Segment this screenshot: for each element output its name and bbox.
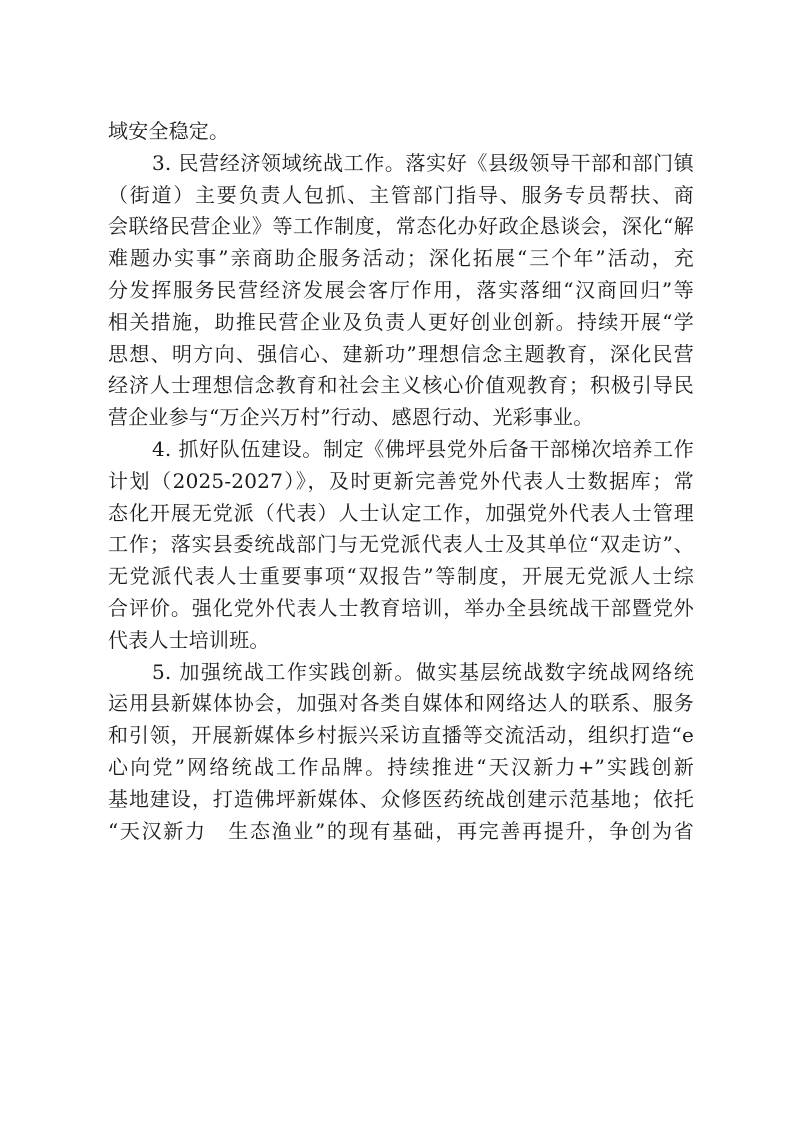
text-line: 5. 加强统战工作实践创新。做实基层统战数字统战网络统 xyxy=(152,659,694,684)
text-line: 合评价。强化党外代表人士教育培训，举办全县统战干部暨党外 xyxy=(108,595,694,620)
text-line: 和引领，开展新媒体乡村振兴采访直播等交流活动，组织打造“e xyxy=(108,723,694,748)
text-line: （街道）主要负责人包抓、主管部门指导、服务专员帮扶、商 xyxy=(108,182,694,207)
document-body xyxy=(108,116,694,847)
text-line: 难题办实事”亲商助企服务活动；深化拓展“三个年”活动，充 xyxy=(108,246,694,271)
text-line: 运用县新媒体协会，加强对各类自媒体和网络达人的联系、服务 xyxy=(108,691,694,716)
text-line: 域安全稳定。 xyxy=(108,119,230,143)
text-line: 4. 抓好队伍建设。制定《佛坪县党外后备干部梯次培养工作 xyxy=(152,436,694,461)
text-line: 会联络民营企业》等工作制度，常态化办好政企恳谈会，深化“解 xyxy=(108,214,694,239)
text-line: 思想、明方向、强信心、建新功”理想信念主题教育，深化民营 xyxy=(108,341,694,366)
text-line: 工作；落实县委统战部门与无党派代表人士及其单位“双走访”、 xyxy=(108,532,694,557)
text-line: 态化开展无党派（代表）人士认定工作，加强党外代表人士管理 xyxy=(108,500,694,525)
text-line: 营企业参与“万企兴万村”行动、感恩行动、光彩事业。 xyxy=(108,405,594,430)
text-line: 分发挥服务民营经济发展会客厅作用，落实落细“汉商回归”等 xyxy=(108,277,694,302)
text-line: 基地建设，打造佛坪新媒体、众修医药统战创建示范基地；依托 xyxy=(108,786,694,811)
text-line: 代表人士培训班。 xyxy=(108,627,270,652)
text-line: 无党派代表人士重要事项“双报告”等制度，开展无党派人士综 xyxy=(108,564,694,589)
text-line: 计划（2025-2027）》，及时更新完善党外代表人士数据库；常 xyxy=(108,468,694,493)
text-line: 3. 民营经济领域统战工作。落实好《县级领导干部和部门镇 xyxy=(152,150,694,175)
text-line: 经济人士理想信念教育和社会主义核心价值观教育；积极引导民 xyxy=(108,373,694,398)
text-line: 心向党”网络统战工作品牌。持续推进“天汉新力+”实践创新 xyxy=(108,754,694,779)
text-line: “天汉新力 生态渔业”的现有基础，再完善再提升，争创为省 xyxy=(108,818,694,843)
text-line: 相关措施，助推民营企业及负责人更好创业创新。持续开展“学 xyxy=(108,309,694,334)
